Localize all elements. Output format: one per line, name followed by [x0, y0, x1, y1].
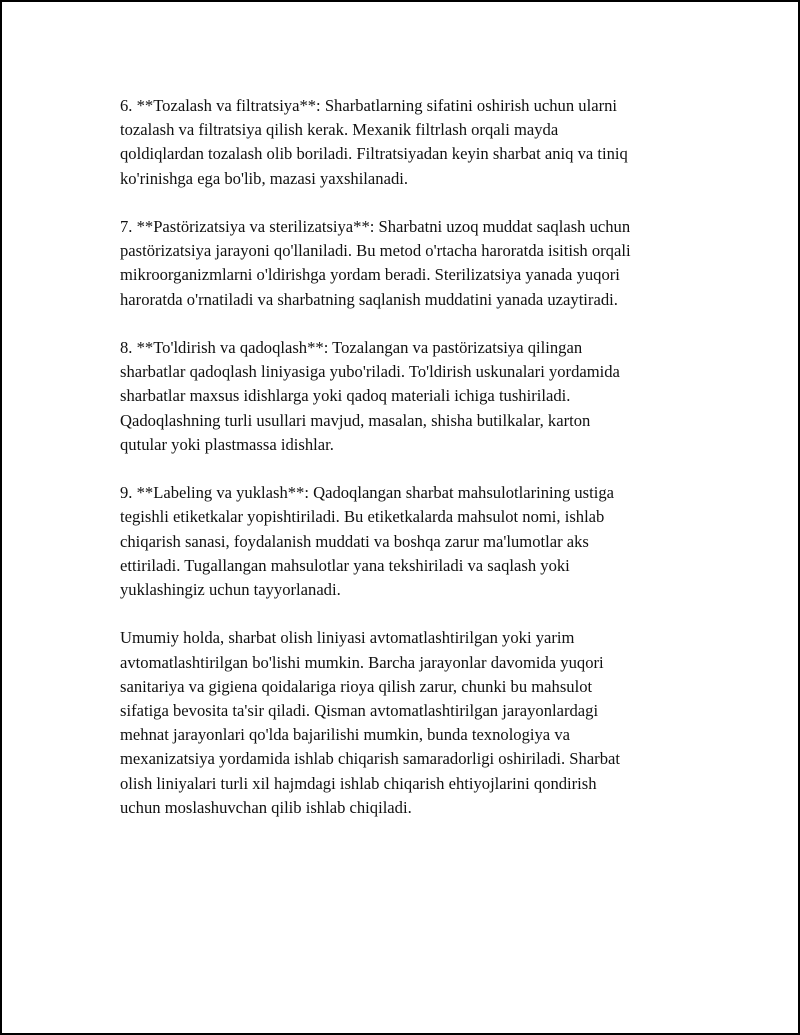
paragraph-step-6: 6. **Tozalash va filtratsiya**: Sharbatlarning sifatini oshirish uchun ularni tozalash va filtratsiya qilish kerak. Mexanik filtrlash orqali mayda qoldiqlardan tozalash olib boriladi. Filtratsiyadan keyin sharbat aniq va tiniq ko'rinishga ega bo'lib, mazasi yaxshilanadi.	[120, 96, 628, 188]
paragraph-step-8: 8. **To'ldirish va qadoqlash**: Tozalangan va pastörizatsiya qilingan sharbatlar qadoqlash liniyasiga yubo'riladi. To'ldirish uskunalari yordamida sharbatlar maxsus idishlarga yoki qadoq materiali ichiga tushiriladi. Qadoqlashning turli usullari mavjud, masalan, shisha butilkalar, karton qutular yoki plastmassa idishlar.	[120, 338, 620, 454]
paragraph-step-7: 7. **Pastörizatsiya va sterilizatsiya**: Sharbatni uzoq muddat saqlash uchun pastörizatsiya jarayoni qo'llaniladi. Bu metod o'rtacha haroratda isitish orqali mikroorganizmlarni o'ldirishga yordam beradi. Sterilizatsiya yanada yuqori haroratda o'rnatiladi va sharbatning saqlanish muddatini yanada uzaytiradi.	[120, 217, 631, 309]
paragraph-step-9: 9. **Labeling va yuklash**: Qadoqlangan sharbat mahsulotlarining ustiga tegishli etiketkalar yopishtiriladi. Bu etiketkalarda mahsulot nomi, ishlab chiqarish sanasi, foydalanish muddati va boshqa zarur ma'lumotlar aks ettiriladi. Tugallangan mahsulotlar yana tekshiriladi va saqlash yoki yuklashingiz uchun tayyorlanadi.	[120, 483, 615, 600]
paragraph-summary: Umumiy holda, sharbat olish liniyasi avtomatlashtirilgan yoki yarim avtomatlashtirilgan bo'lishi mumkin. Barcha jarayonlar davomida yuqori sanitariya va gigiena qoidalariga rioya qilish zarur, chunki bu mahsulot sifatiga bevosita ta'sir qiladi. Qisman avtomatlashtirilgan jarayonlardagi mehnat jarayonlari qo'lda bajarilishi mumkin, bunda texnologiya va mexanizatsiya yordamida ishlab chiqarish samaradorligi oshiriladi. Sharbat olish liniyalari turli xil hajmdagi ishlab chiqarish ehtiyojlarini qondirish uchun moslashuvchan qilib ishlab chiqiladi.	[120, 628, 620, 817]
document-body	[120, 94, 700, 844]
